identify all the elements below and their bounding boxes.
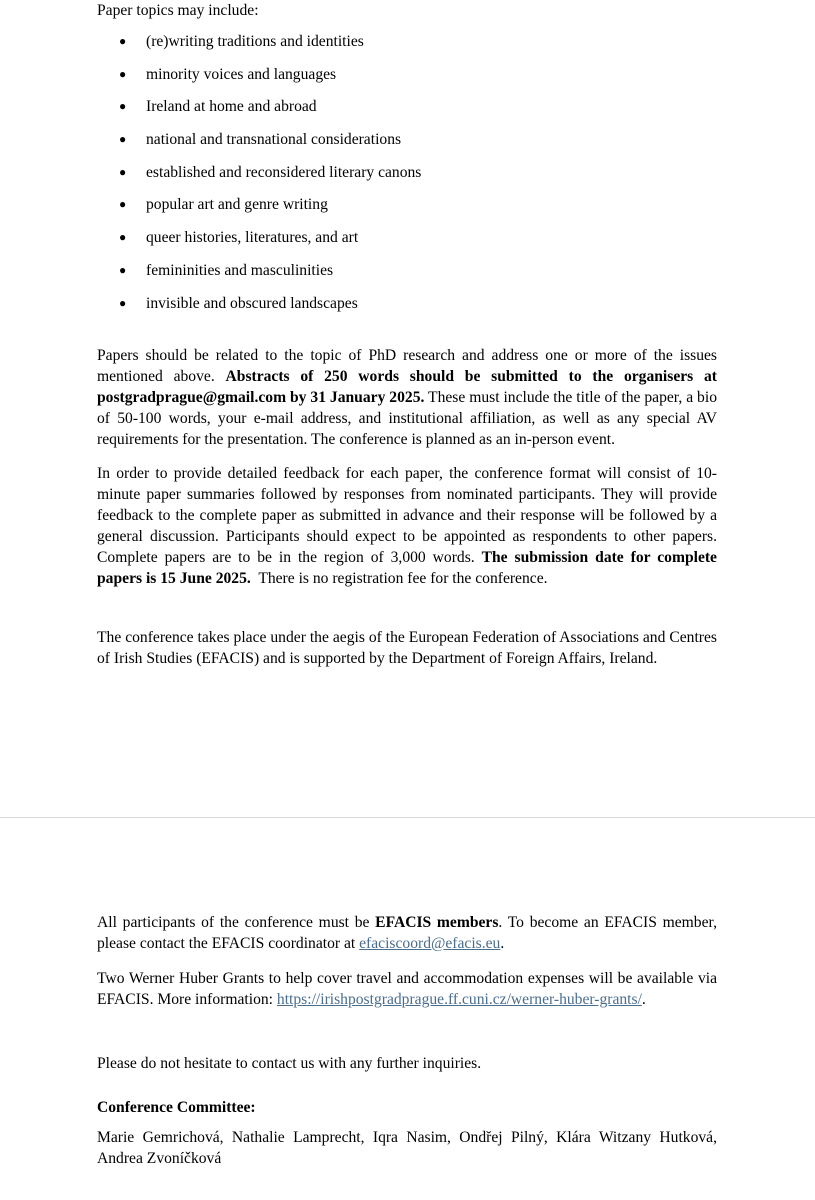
topic-text: queer histories, literatures, and art (146, 229, 359, 247)
topic-text: minority voices and languages (146, 65, 337, 83)
bullet-icon: ● (119, 164, 127, 179)
topic-text: invisible and obscured landscapes (146, 294, 358, 312)
list-item (97, 260, 717, 293)
abstracts-deadline: Abstracts of 250 words should be submitted to the organisers at postgradprague@gmail.com by 31 January 2025. (97, 368, 717, 406)
topic-text: national and transnational considerations (146, 131, 402, 149)
submission-deadline: The submission date for complete papers is 15 June 2025. (97, 549, 717, 587)
format-block (97, 463, 717, 589)
list-item (97, 64, 717, 97)
topic-text: Ireland at home and abroad (146, 98, 317, 116)
grants-block (97, 968, 717, 1010)
bullet-icon: ● (119, 197, 127, 212)
committee-members: Marie Gemrichová, Nathalie Lamprecht, Iqra Nasim, Ondřej Pilný, Klára Witzany Hutková, Andrea Zvoníčková (97, 1129, 717, 1167)
abstracts-block (97, 345, 717, 450)
format-text-1: In order to provide detailed feedback for each paper, the conference format will consist of 10-minute paper summaries followed by responses from nominated participants. They will provide feedback to the complete paper as submitted in advance and their response will be followed by a general discussion. Participants should expect to be appointed as respondents to other papers. Complete papers are to be in the region of 3,000 words. (97, 465, 717, 566)
bullet-icon: ● (119, 34, 127, 48)
grants-text: Two Werner Huber Grants to help cover travel and accommodation expenses will be available via EFACIS. More information: (97, 970, 717, 1008)
list-item (97, 293, 717, 326)
committee-heading (97, 1097, 717, 1118)
format-text-2: There is no registration fee for the conference. (258, 570, 548, 587)
committee-heading-block (97, 1097, 717, 1118)
bullet-icon: ● (119, 99, 127, 114)
committee-heading-text: Conference Committee: (97, 1099, 256, 1116)
list-item (97, 194, 717, 227)
membership-paragraph (97, 912, 717, 954)
page-divider (0, 817, 815, 818)
membership-end: . (500, 935, 505, 952)
bullet-icon: ● (119, 230, 127, 245)
list-item (97, 162, 717, 195)
list-item (97, 31, 717, 64)
aegis-block (97, 627, 717, 669)
aegis-paragraph: The conference takes place under the aegis of the European Federation of Associations and Centres of Irish Studies (EFACIS) and is supported by the Department of Foreign Affairs, Ireland. (97, 629, 717, 667)
membership-block (97, 912, 717, 954)
membership-emphasis: EFACIS members (375, 914, 499, 931)
list-item (97, 129, 717, 162)
efacis-email-link[interactable]: efaciscoord@efacis.eu (359, 935, 501, 952)
list-item (97, 96, 717, 129)
topics-list-block (97, 31, 717, 325)
topic-text: established and reconsidered literary canons (146, 163, 422, 181)
grants-paragraph (97, 968, 717, 1010)
topics-intro-block (97, 0, 717, 21)
grants-url-link[interactable]: https://irishpostgradprague.ff.cuni.cz/werner-huber-grants/ (276, 991, 642, 1008)
topics-list (97, 31, 717, 325)
contact-paragraph: Please do not hesitate to contact us with any further inquiries. (97, 1055, 482, 1072)
membership-text-2: . To become an EFACIS member, please contact the EFACIS coordinator at (97, 914, 717, 952)
grants-end: . (641, 991, 646, 1008)
contact-block (97, 1053, 717, 1074)
bullet-icon: ● (119, 262, 127, 277)
bullet-icon: ● (119, 66, 127, 81)
bullet-icon: ● (119, 295, 127, 310)
abstracts-paragraph (97, 345, 717, 450)
abstracts-text-1: Papers should be related to the topic of PhD research and address one or more of the issues mentioned above. (97, 347, 717, 385)
topic-text: popular art and genre writing (146, 196, 328, 214)
format-paragraph (97, 463, 717, 589)
membership-text-1: All participants of the conference must be (97, 914, 370, 931)
topic-text: femininities and masculinities (146, 261, 334, 279)
bullet-icon: ● (119, 132, 127, 147)
topics-intro: Paper topics may include: (97, 2, 259, 19)
topic-text: (re)writing traditions and identities (146, 33, 364, 50)
committee-members-block (97, 1127, 717, 1169)
abstracts-text-2: These must include the title of the paper, a bio of 50-100 words, your e-mail address, and institutional affiliation, as well as any special AV requirements for the presentation. The conference is planned as an in-person event. (97, 389, 717, 448)
list-item (97, 227, 717, 260)
